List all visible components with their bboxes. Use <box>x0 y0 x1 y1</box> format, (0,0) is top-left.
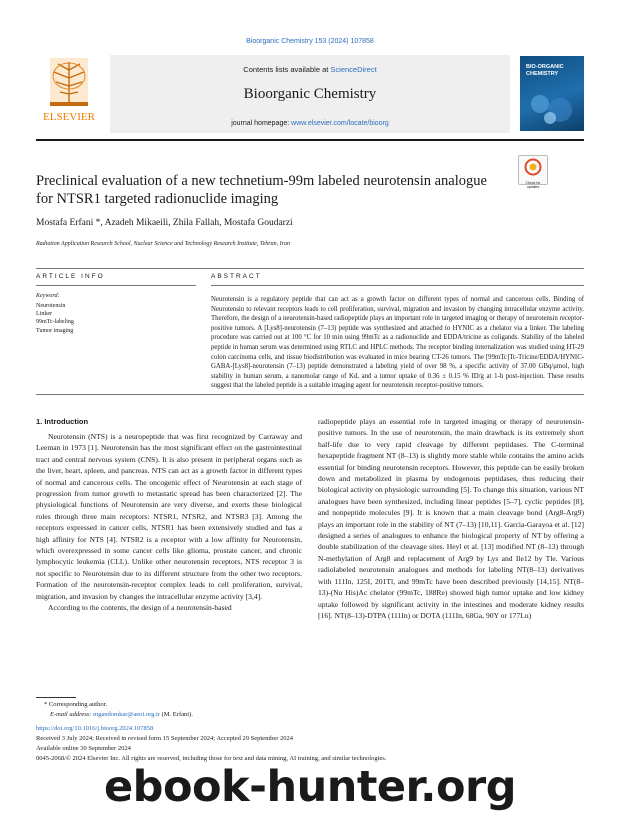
elsevier-wordmark: ELSEVIER <box>43 111 95 123</box>
email-line <box>50 710 193 720</box>
author-list: Mostafa Erfani *, Azadeh Mikaeili, Zhila Fallah, Mostafa Goudarzi <box>36 218 293 228</box>
homepage-link[interactable]: www.elsevier.com/locate/bioorg <box>291 120 389 127</box>
article-info-heading: ARTICLE INFO <box>36 273 105 280</box>
abstract-rule-bottom <box>36 394 584 395</box>
copyright-line: 0045-2068/© 2024 Elsevier Inc. All rights are reserved, including those for text and data mining, AI training, and similar technologies. <box>36 755 387 762</box>
keyword-item: 99mTc-labeling <box>36 319 74 326</box>
intro-paragraph: Neurotensin (NTS) is a neuropeptide that was first recognized by Carraway and Leeman in 1973 [1]. Neurotensin has the most significant effect on the gastrointestinal tract and central nervous system (CNS). It is also present in peripheral organs such as the liver, heart, spleen, and pancreas. NTS can act as a growth factor in different types of normal and cancerous cells. The oncogenic effect of Neurotensin at each stage of progression from tumor growth to metastatic spread has been characterized [2]. The physiological functions of Neurotensin are very diverse, and exerts these biological roles through three main receptors: NTSR1, NTSR2, and NTSR3 [3]. Among the receptors expressed in cancer cells, NTSR1 has been extensively studied and has a high affinity for NTS [4]. NTSR2 is a receptor with a low affinity for Neurotensin, which overexpressed in some cancer cells like glioma, prostate cancer, and chronic lymphocytic leukemia (CLL). Unlike other neurotensin receptors, NTS receptor 3 is not specific to Neurotensin due to its different structure from the other two receptors. Formation of the neurotensin-receptor complex leads to cell proliferation, survival, migration, and invasion by changes the intracellular enzyme activity [3,4]. <box>36 432 302 601</box>
received-dates: Received 3 July 2024; Received in revised form 15 September 2024; Accepted 29 September 2024 <box>36 735 294 742</box>
check-updates-icon <box>524 158 542 176</box>
header-rule <box>36 139 584 141</box>
doi-link[interactable]: https://doi.org/10.1016/j.bioorg.2024.107858 <box>36 725 154 732</box>
cover-title: BIO-ORGANIC CHEMISTRY <box>526 64 564 77</box>
available-online: Available online 30 September 2024 <box>36 745 131 752</box>
info-rule-right <box>211 285 584 286</box>
intro-left-column <box>36 431 302 614</box>
footnote-rule <box>36 697 76 698</box>
abstract-text: Neurotensin is a regulatory peptide that can act as a growth factor on different types of normal and cancerous cells. Binding of Neurotensin to relevant receptors leads to cell proliferation, survival, migration and invasion by changing intracellular enzyme activity. Therefore, the design of a neurotensin-based radiopeptide plays an important role in targeted imaging or therapy of neurotensin receptor-positive tumors. A [Lys8]-neurotensin (7–13) peptide was synthesized and attached to HYNIC as a chelator via a linker. The labeling procedure was carried out at 100 °C for 10 min using 99mTc as a radionuclide and EDDA/tricine as coligands. Stability of the labeled peptide in human serum was determined using RTLC and HPLC methods. The receptor binding internalization was studied using HT-29 colon carcinoma cells, and tissue biodistribution was evaluated in mice bearing CT-26 tumors. The [99mTc]Tc-Tricine/EDDA/HYNIC-GABA-[Lys8]-neurotensin (7–13) peptide demonstrated a labeling yield of over 98 %, a specific activity of 37.00 GBq/μmol, high stability in human serum, a nanomolar range of Kd, and a tumor uptake of 0.36 ± 0.15 % ID/g at 1-h post-injection. These results suggest that the labeled peptide is a suitable imaging agent for neurotensin receptor-positive tumors. <box>211 296 584 390</box>
abstract-heading: ABSTRACT <box>211 273 262 280</box>
affiliation: Radiation Application Research School, Nuclear Science and Technology Research Institute, Tehran, Iran <box>36 241 290 247</box>
email-suffix: (M. Erfani). <box>159 711 193 718</box>
contents-prefix: Contents lists available at <box>243 65 331 74</box>
keyword-item: Linker <box>36 311 52 318</box>
journal-citation[interactable]: Bioorganic Chemistry 153 (2024) 107858 <box>246 38 374 45</box>
info-rule-left <box>36 285 196 286</box>
homepage-line <box>110 120 510 127</box>
check-updates-label: Check for updates <box>525 181 541 189</box>
keyword-item: Tumor imaging <box>36 327 74 334</box>
contents-line <box>110 65 510 74</box>
intro-paragraph: According to the contents, the design of a neurotensin-based <box>48 603 232 613</box>
keywords-label: Keyword: <box>36 293 60 299</box>
keyword-list <box>36 302 74 335</box>
check-for-updates-badge[interactable] <box>518 155 548 189</box>
elsevier-logo <box>36 56 102 130</box>
info-rule-top <box>36 268 584 269</box>
corresponding-author-note: * Corresponding author. <box>44 701 108 708</box>
sciencedirect-link[interactable]: ScienceDirect <box>330 65 377 74</box>
email-label: E-mail address: <box>50 711 94 718</box>
intro-paragraph: radiopeptide plays an essential role in targeted imaging or therapy of neurotensin-positive tumors. In the use of neurotensin, the main drawback is its extremely short half-life due to very rapid cleavage by different peptidases. The C-terminal hexapeptide fragment NT (8–13) is slightly more stable while contains the amino acids essential for binding neurotensin receptors. However, this peptide can be easily broken down and metabolized in plasma by endogenous peptidases, thus reducing their biological activity on physiologic surrounding [5]. To change this situation, various NT analogues have been synthesized, including linear peptides [5–7], cyclic peptides [8], and nonpeptide molecules [9]. It is known that a main cleavage bond (Arg8-Arg9) plays an important role in the stability of NT (7–13) [10,11]. Garcia-Garayoa et al. [12] designed a series of analogues to enhance the biological property of NT by offering a double stabilization of the cleavage sites. Heyl et al. [13] modified NT (8–13) through N-methylation of Arg8 and replacement of Arg9 by Lys and Ile12 by Tle. Various radiolabeled neurotensin analogues and methods for labeling NT(8–13) derivatives with 111In, 125I, 201Tl, and 99mTc have been described previously [14,15]. NT(8–13)-(Nα His)Ac chelator (99mTc, 188Re) showed high tumor uptake and low kidney uptake followed by significant activity in the intestines and moderate kidney results [16]. NT(8–13)-DTPA (111In) or DOTA (111In, 68Ga, 90Y or 177Lu) <box>318 417 584 620</box>
article-title: Preclinical evaluation of a new technetium-99m labeled neurotensin analogue for NTSR1 targeted radionuclide imaging <box>36 173 487 207</box>
email-link[interactable]: mgandomkar@aeoi.org.ir <box>93 711 160 718</box>
journal-name: Bioorganic Chemistry <box>243 86 377 102</box>
intro-right-column <box>318 416 584 621</box>
keyword-item: Neurotensin <box>36 303 66 309</box>
watermark: ebook-hunter.org <box>104 762 516 812</box>
introduction-heading: 1. Introduction <box>36 417 89 426</box>
homepage-prefix: journal homepage: <box>231 120 292 127</box>
